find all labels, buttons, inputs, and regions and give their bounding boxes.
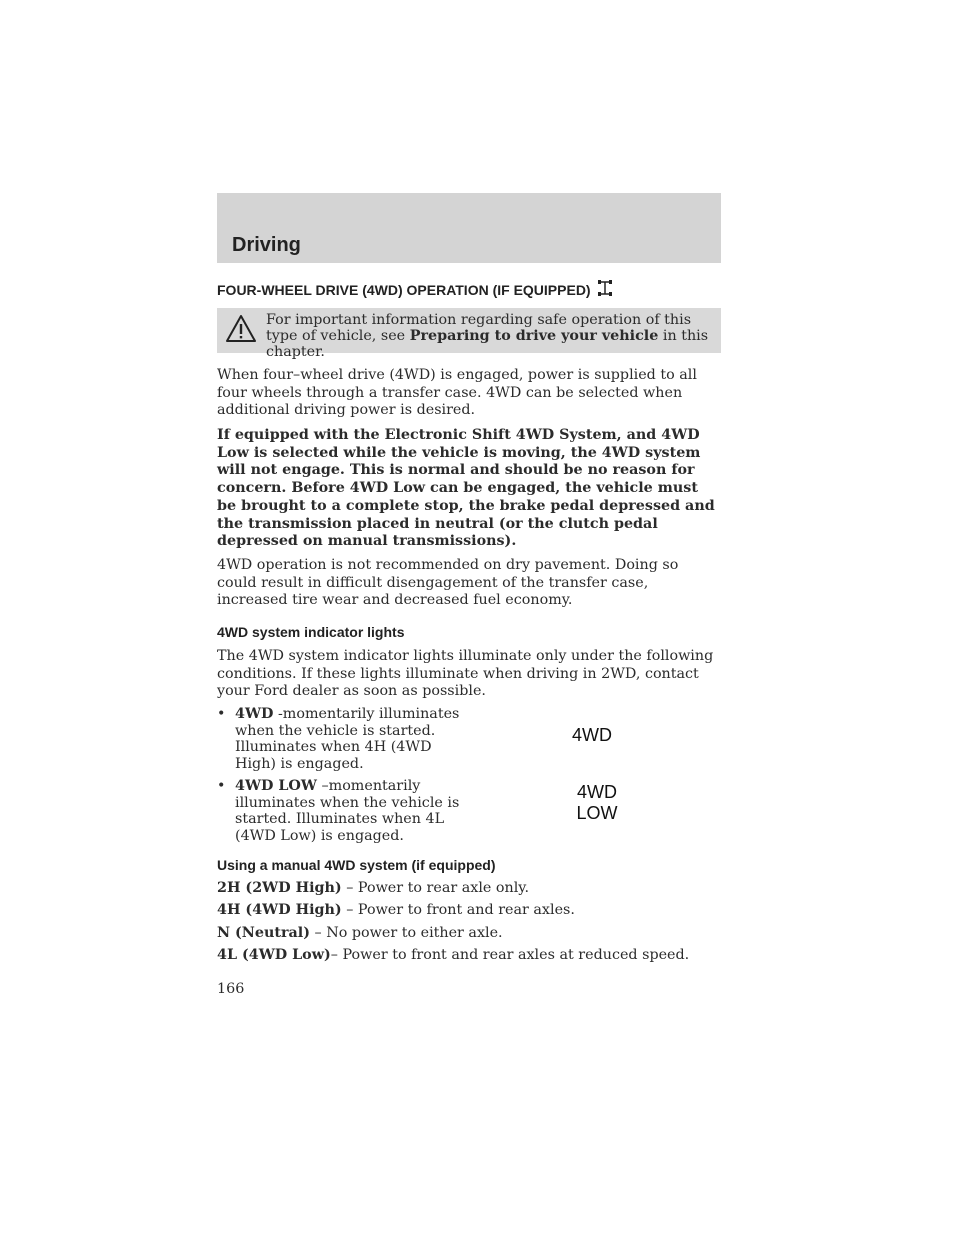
bullet-description: –momentarily illuminates when the vehicle is started. Illuminates when 4L (4WD Low) is engaged.	[235, 778, 460, 844]
4wd-low-symbol-line2: LOW	[576, 803, 618, 823]
section-title: Driving	[232, 234, 301, 256]
warning-text-pre: For important information regarding safe operation of this type of vehicle, see	[266, 312, 692, 344]
four-wheel-drive-icon	[597, 278, 613, 301]
4wd-low-indicator-symbol	[570, 782, 624, 824]
bullet-text	[235, 706, 475, 772]
mode-description: – Power to front and rear axles.	[341, 902, 575, 918]
warning-text-bold: Preparing to drive your vehicle	[409, 328, 659, 344]
warning-triangle-icon	[225, 314, 257, 348]
bullet-text	[235, 778, 475, 844]
bullet-dot: •	[217, 706, 226, 722]
manual-mode-4l	[217, 947, 689, 963]
page-number: 166	[217, 981, 245, 997]
warning-text	[266, 312, 716, 360]
warning-text-post: in this chapter.	[266, 328, 709, 360]
paragraph-dry-pavement: 4WD operation is not recommended on dry pavement. Doing so could result in difficult disengagement of the transfer case, increased tire wear and decreased fuel economy.	[217, 557, 679, 609]
safety-warning-box	[217, 308, 721, 360]
4wd-low-symbol-line1: 4WD	[577, 782, 617, 802]
4wd-indicator-symbol: 4WD	[572, 725, 612, 745]
paragraph-intro: When four–wheel drive (4WD) is engaged, power is supplied to all four wheels through a transfer case. 4WD can be selected when additional driving power is desired.	[217, 367, 697, 419]
mode-description: – Power to front and rear axles at reduced speed.	[330, 947, 690, 963]
indicator-lights-intro: The 4WD system indicator lights illuminate only under the following conditions. If these lights illuminate when driving in 2WD, contact your Ford dealer as soon as possible.	[217, 648, 714, 700]
mode-term: 4H (4WD High)	[217, 902, 342, 918]
manual-4wd-heading: Using a manual 4WD system (if equipped)	[217, 857, 496, 873]
mode-description: – No power to either axle.	[309, 925, 503, 941]
manual-mode-2h	[217, 880, 529, 896]
indicator-lights-heading: 4WD system indicator lights	[217, 624, 405, 640]
bullet-description: -momentarily illuminates when the vehicle is started. Illuminates when 4H (4WD High) is engaged.	[235, 706, 460, 772]
mode-term: 2H (2WD High)	[217, 880, 342, 896]
mode-description: – Power to rear axle only.	[341, 880, 530, 896]
mode-term: 4L (4WD Low)	[217, 947, 331, 963]
heading-text: FOUR-WHEEL DRIVE (4WD) OPERATION (IF EQUIPPED)	[217, 281, 591, 298]
paragraph-electronic-shift-note: If equipped with the Electronic Shift 4WD System, and 4WD Low is selected while the vehicle is moving, the 4WD system will not engage. This is normal and should be no reason for concern. Before 4WD Low can be engaged, the vehicle must be brought to a complete stop, the brake pedal depressed and the transmission placed in neutral (or the clutch pedal depressed on manual transmissions).	[217, 427, 715, 550]
bullet-dot: •	[217, 778, 226, 794]
mode-term: N (Neutral)	[217, 925, 310, 941]
manual-mode-n	[217, 925, 503, 941]
bullet-term: 4WD LOW	[235, 778, 317, 794]
bullet-term: 4WD	[235, 706, 274, 722]
section-header-band	[217, 193, 721, 263]
manual-mode-4h	[217, 902, 575, 918]
page-heading	[217, 278, 613, 301]
